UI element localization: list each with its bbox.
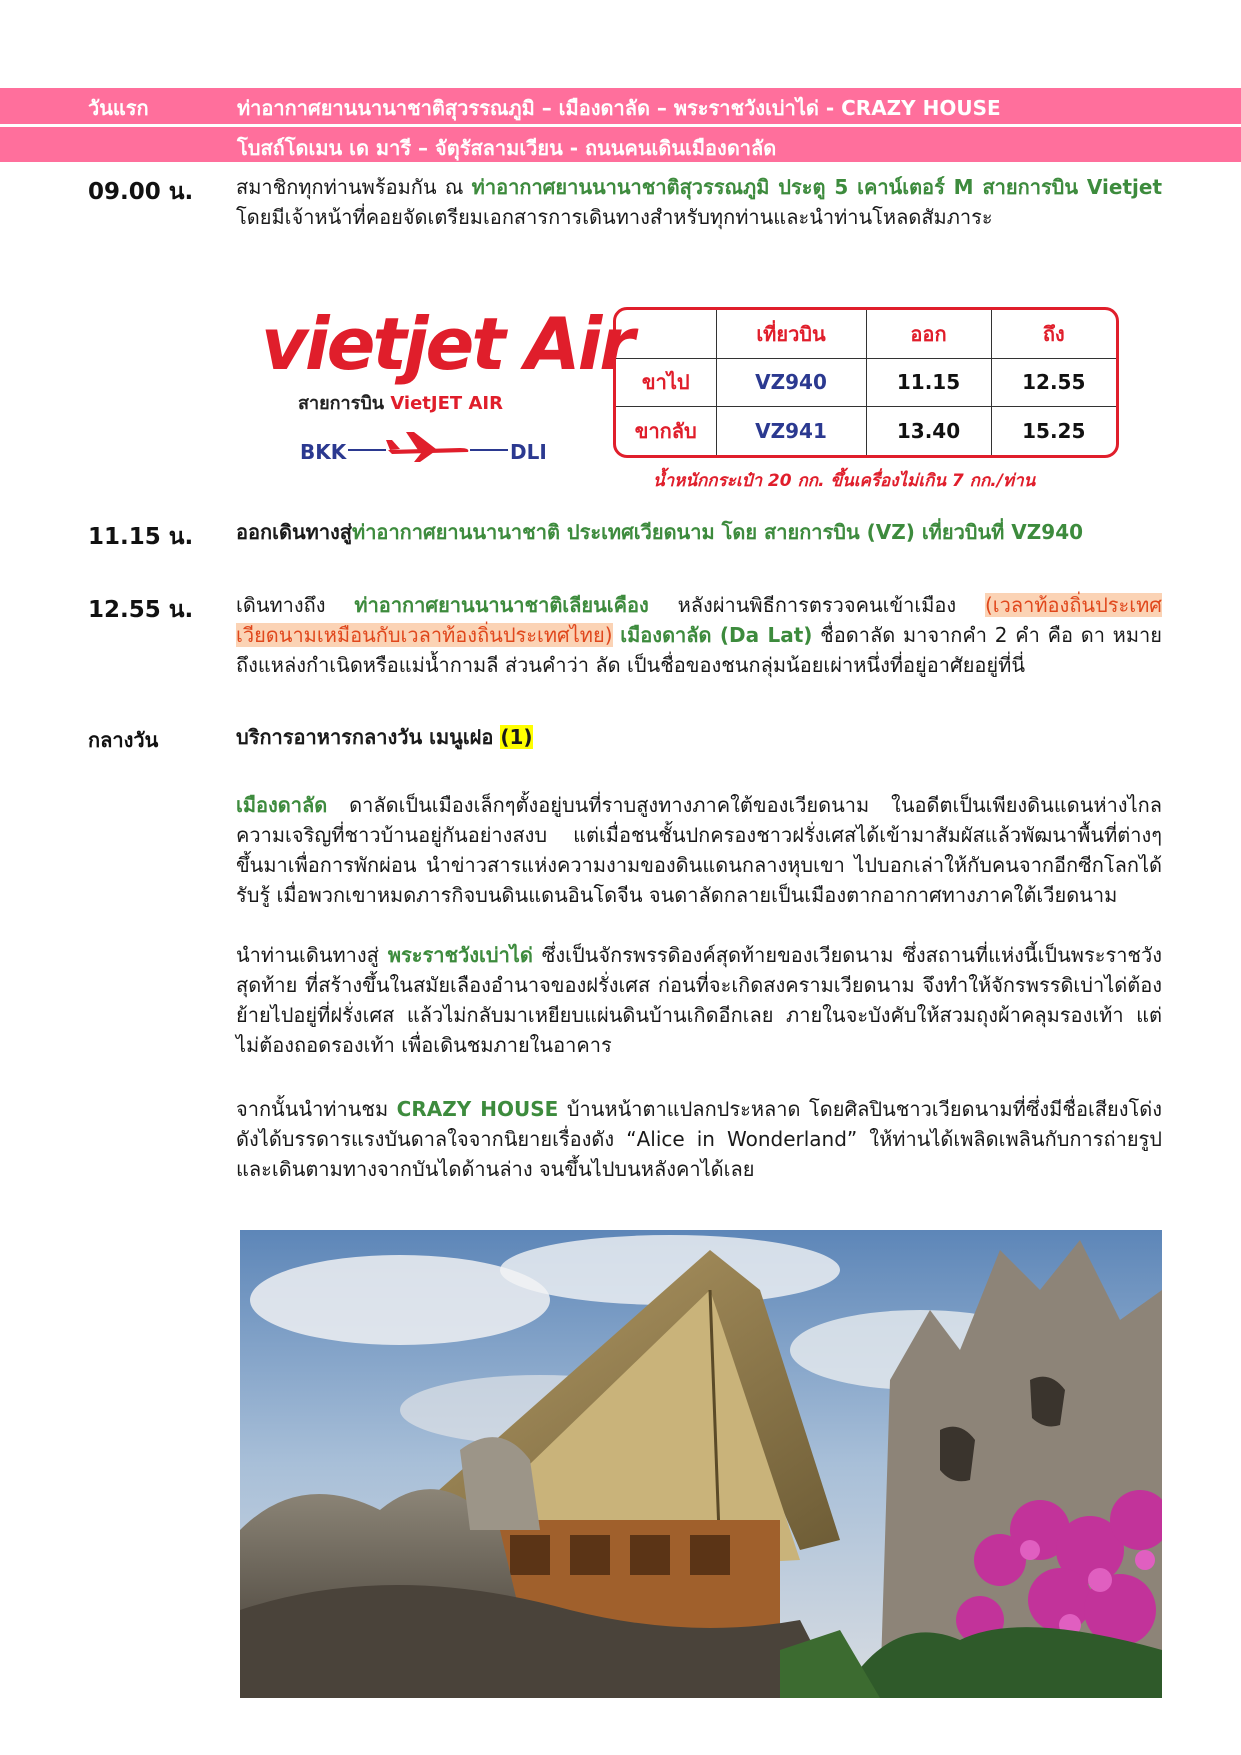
palace-intro: นำท่านเดินทางสู่ xyxy=(236,943,388,967)
header-depart: ออก xyxy=(866,310,991,358)
entry-1255-timezone-note: (เวลาท้องถิ่นประเทศเวียดนามเหมือนกับเวลาท้องถิ่นประเทศไทย) xyxy=(236,593,1162,647)
entry-1255-text-3: ชื่อดาลัด มาจากคำ 2 คำ คือ ดา หมายถึงแหล่งกำเนิดหรือแม่น้ำกามลี ส่วนคำว่า ลัด เป็นชื่อของชนกลุ่มน้อยเผ่าหนึ่งที่อยู่อาศัยอยู่ที่นี่ xyxy=(236,623,1162,677)
entry-0900 xyxy=(236,172,1162,232)
day-route-line-2: โบสถ์โดเมน เด มารี – จัตุรัสลามเวียน - ถนนคนเดินเมืองดาลัด xyxy=(237,136,777,160)
row-arrive-time: 15.25 xyxy=(991,407,1116,455)
meal-count-badge: (1) xyxy=(500,725,533,749)
crazy-intro: จากนั้นนำท่านชม xyxy=(236,1097,397,1121)
crazy-text: บ้านหน้าตาแปลกประหลาด โดยศิลปินชาวเวียดนามที่ซึ่งมีชื่อเสียงโด่งดังได้บรรดารแรงบันดาลใจจากนิยายเรื่องดัง “Alice in Wonderland” ให้ท่านได้เพลิดเพลินกับการถ่ายรูป และเดินตามทางจากบันไดด้านล่าง จนขึ้นไปบนหลังคาได้เลย xyxy=(236,1097,1162,1181)
entry-1115-by: โดย xyxy=(714,520,765,544)
baggage-note: น้ำหนักกระเป๋า 20 กก. ขึ้นเครื่องไม่เกิน 7 กก./ท่าน xyxy=(653,471,1036,491)
time-0900: 09.00 น. xyxy=(88,179,194,205)
row-depart-time: 11.15 xyxy=(866,358,991,407)
header-divider xyxy=(0,124,1241,127)
dalat-text: ดาลัดเป็นเมืองเล็กๆตั้งอยู่บนที่ราบสูงทางภาคใต้ของเวียดนาม ในอดีตเป็นเพียงดินแดนห่างไกลความเจริญที่ชาวบ้านอยู่กันอย่างสงบ แต่เมื่อชนชั้นปกครองชาวฝรั่งเศสได้เข้ามาสัมผัสแล้วพัฒนาพื้นที่ต่างๆ ขึ้นมาเพื่อการพักผ่อน นำข่าวสารแห่งความงามของดินแดนกลางหุบเขา ไปบอกเล่าให้กับคนจากอีกซีกโลกได้รับรู้ เมื่อพวกเขาหมดภารกิจบนดินแดนอินโดจีน จนดาลัดกลายเป็นเมืองตากอากาศทางภาคใต้เวียดนาม xyxy=(236,793,1162,907)
entry-1115 xyxy=(236,517,1162,547)
row-arrive-time: 12.55 xyxy=(991,358,1116,407)
palace-text: ซึ่งเป็นจักรพรรดิองค์สุดท้ายของเวียดนาม ซึ่งสถานที่แห่งนี้เป็นพระราชวังสุดท้าย ที่สร้างขึ้นในสมัยเลืองอำนาจของฝรั่งเศส ก่อนที่จะเกิดสงครามเวียดนาม จึงทำให้จักรพรรดิเบ่าได่ต้องย้ายไปอยู่ที่ฝรั่งเศส แล้วไม่กลับมาเหยียบแผ่นดินบ้านเกิดอีกเลย ภายในจะบังคับให้สวมถุงผ้าคลุมรองเท้า แต่ไม่ต้องถอดรองเท้า เพื่อเดินชมภายในอาคาร xyxy=(236,943,1162,1057)
airline-caption xyxy=(298,388,503,417)
table-corner-cell xyxy=(616,310,716,358)
entry-1115-destination: ท่าอากาศยานนานาชาติ ประเทศเวียดนาม xyxy=(352,520,715,544)
crazy-house-title: CRAZY HOUSE xyxy=(396,1097,559,1121)
time-1255: 12.55 น. xyxy=(88,597,194,623)
palace-title: พระราชวังเบ่าได่ xyxy=(387,943,533,967)
route-destination: DLI xyxy=(510,440,547,464)
crazy-house-description xyxy=(236,1094,1162,1184)
airline-caption-name: VietJET AIR xyxy=(390,393,503,414)
dalat-title: เมืองดาลัด xyxy=(236,793,328,817)
entry-1255-dalat: เมืองดาลัด (Da Lat) xyxy=(620,623,813,647)
entry-1255 xyxy=(236,590,1162,680)
table-row xyxy=(616,407,1116,455)
entry-1255-text-2: หลังผ่านพิธีการตรวจคนเข้าเมือง xyxy=(648,593,985,617)
time-1115: 11.15 น. xyxy=(88,524,194,550)
palace-description xyxy=(236,940,1162,1060)
vietjet-logo: vietjet Air xyxy=(261,302,632,386)
row-flight-number: VZ940 xyxy=(716,358,866,407)
route-origin: BKK xyxy=(300,440,347,464)
flight-info-graphic xyxy=(258,300,1128,495)
header-arrive: ถึง xyxy=(991,310,1116,358)
crazy-house-illustration xyxy=(240,1230,1162,1698)
entry-0900-text-2: โดยมีเจ้าหน้าที่คอยจัดเตรียมเอกสารการเดินทางสำหรับทุกท่านและนำท่านโหลดสัมภาระ xyxy=(236,205,993,229)
crazy-house-photo xyxy=(240,1230,1162,1698)
table-header-row xyxy=(616,310,1116,358)
day-label: วันแรก xyxy=(88,96,149,120)
row-flight-number: VZ941 xyxy=(716,407,866,455)
entry-lunch xyxy=(236,722,1162,752)
flight-schedule-table xyxy=(613,307,1119,458)
row-direction: ขากลับ xyxy=(616,407,716,455)
entry-1115-flight: สายการบิน (VZ) เที่ยวบินที่ VZ940 xyxy=(764,520,1084,544)
entry-1255-text-1: เดินทางถึง xyxy=(236,593,355,617)
table-row xyxy=(616,358,1116,407)
entry-0900-text-1: สมาชิกทุกท่านพร้อมกัน ณ xyxy=(236,175,472,199)
row-depart-time: 13.40 xyxy=(866,407,991,455)
time-lunch: กลางวัน xyxy=(88,728,159,752)
day-route-line-1: ท่าอากาศยานนานาชาติสุวรรณภูมิ – เมืองดาลัด – พระราชวังเบ่าได่ - CRAZY HOUSE xyxy=(237,96,1001,120)
entry-0900-airport: ท่าอากาศยานนานาชาติสุวรรณภูมิ ประตู 5 เคาน์เตอร์ M สายการบิน Vietjet xyxy=(471,175,1163,199)
entry-1255-airport: ท่าอากาศยานนานาชาติเลียนเคือง xyxy=(354,593,649,617)
airplane-icon xyxy=(348,428,508,464)
dalat-description xyxy=(236,790,1162,910)
row-direction: ขาไป xyxy=(616,358,716,407)
airline-caption-prefix: สายการบิน xyxy=(298,393,391,414)
entry-1115-text-1: ออกเดินทางสู่ xyxy=(236,520,353,544)
entry-lunch-text: บริการอาหารกลางวัน เมนูเฝอ xyxy=(236,725,501,749)
header-flight: เที่ยวบิน xyxy=(716,310,866,358)
